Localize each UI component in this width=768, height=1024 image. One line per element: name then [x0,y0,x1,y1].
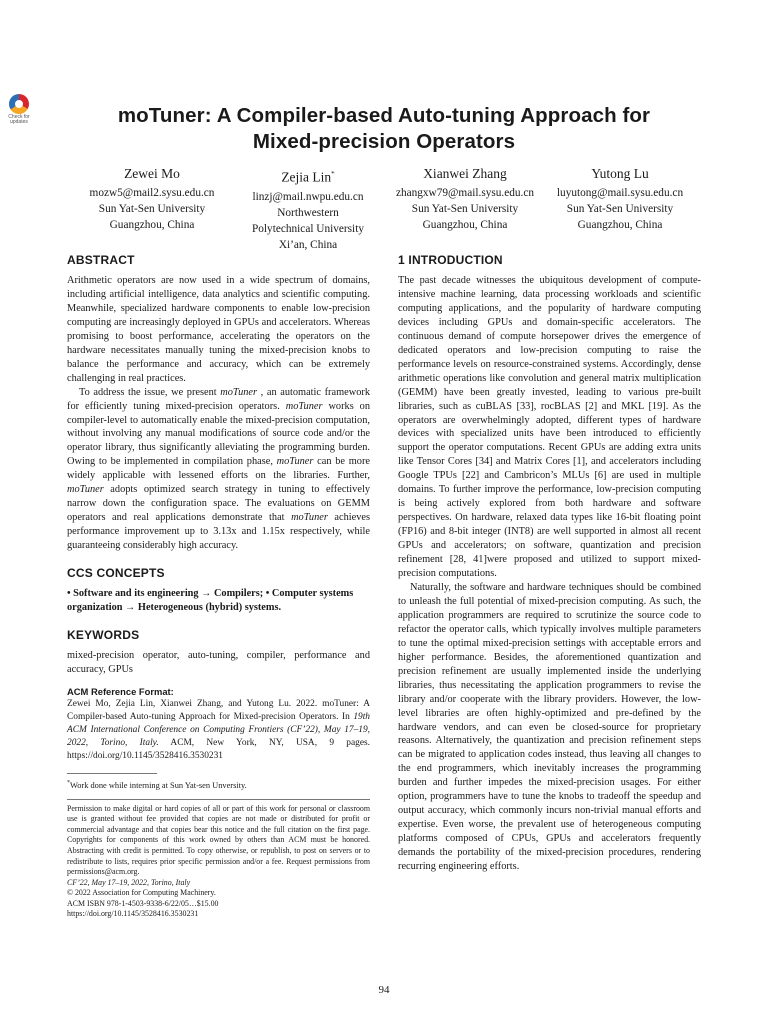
author-block [545,165,695,233]
permission-notice: Permission to make digital or hard copies of all or part of this work for personal or classroom use is granted without fee provided that copies are not made or distributed for profit or commercial advantage and that copies bear this notice and the full citation on the first page. Copyrights for components of this work owned by others than ACM must be honored. Abstracting with credit is permitted. To copy otherwise, or republish, to post on servers or to redistribute to lists, requires prior specific permission and/or a fee. Request permissions from permissions@acm.org. [67,803,370,877]
author-block [390,165,540,233]
footnote: *Work done while interning at Sun Yat-sen Unversity. [67,779,247,790]
title-line-1: moTuner: A Compiler-based Auto-tuning Approach for [117,104,651,127]
keywords-heading: KEYWORDS [67,628,140,643]
doi-link[interactable]: https://doi.org/10.1145/3528416.3530231 [67,909,199,919]
author-email: zhangxw79@mail.sysu.edu.cn [395,187,535,199]
check-for-updates-badge[interactable] [4,94,34,126]
author-affiliation: Sun Yat-Sen University [98,203,206,215]
abstract-paragraph: Arithmetic operators are now used in a wide spectrum of domains, including artificial intelligence, data analytics and scientific computing. Meanwhile, specialized hardware components to enable low-precision computing are increasingly deployed in GPUs and accelerators. Whereas promising to boost performance, accelerating the operators on the hardware necessitates manually tuning the mixed-precision knobs to balance the performance and accuracy, which can be extremely challenging in real practices. [67,275,370,384]
left-column [67,252,370,920]
acm-reference-heading: ACM Reference Format: [67,685,174,697]
author-location: Guangzhou, China [109,219,195,231]
author-email: linzj@mail.nwpu.edu.cn [252,190,364,203]
isbn-line: ACM ISBN 978-1-4503-9338-6/22/05…$15.00 [67,898,219,908]
introduction-heading: 1 INTRODUCTION [398,253,503,267]
ccs-heading: CCS CONCEPTS [67,566,165,581]
footnote-mark: * [331,170,335,178]
author-affiliation: Northwestern [277,206,339,219]
author-name: Zejia Lin* [281,169,335,185]
intro-paragraph: Naturally, the software and hardware techniques should be combined to unleash the full potential of mixed-precision computing. As such, the application programmers are required to scrutinize the source code to refactor the operator calls, which typically involves multiple parameters to tune the optimal mixed-precision settings with acceptable errors and higher performance. Besides, the aforementioned quantization and precision refinement are usually implemented inside the underlying libraries, thus necessitating the application programmers to revise the library and/or cooperate with the library providers. However, the low-level libraries are often highly-optimized and pre-defined by the hardware vendors, and can even be closed-source for proprietary reasons. Alternatively, the quantization and precision refinement steps can be migrated to application codes instead, thus leaving all changes to the end programmers, which inevitably increases the programming burden and further impedes the mixed-precision usages. For either option, programmers have to tune the knobs to tradeoff the speedup and output accuracy, which commonly incurs non-trivial manual efforts and expertise. Even worse, the prevalent use of heterogeneous computing platforms composed of CPUs, GPUs and accelerators frequently demands the portability of the mixed-precision procedures, rendering recurring engineering efforts. [398,581,701,873]
author-affiliation: Sun Yat-Sen University [566,203,674,215]
ccs-concepts: • Software and its engineering → Compilers; • Computer systems organization → Heterogeneous (hybrid) systems. [67,588,354,614]
right-column [398,252,701,874]
author-location: Xi’an, China [278,238,338,251]
intro-paragraph: The past decade witnesses the ubiquitous development of compute-intensive machine learning, data processing workloads and scientific computing applications, and the popularity of hardware computing devices including GPUs and domain-specific accelerators. The continuous demand of compute horsepower drives the emergence of dedicated operators and low-precision computing to raise the performance levels on resource-constrained systems. Accordingly, dense arithmetic operations like convolution and general matrix multiplication (GEMM) have been greatly invested, leading to various pre-built libraries, such as cuBLAS [33], rocBLAS [2] and MKL [19]. As the operators are overwhelmingly adopted, different types of hardware devices with specialized units have been introduced to efficiently support the operator computations. Recent GPUs are adding extra units like Tensor Cores [34] and Matrix Cores [1], and accelerators including Google TPUs [22] and Cambricon’s MLUs [6] are used in multiple domains. To further improve the performance, low-precision computing is being actively explored from both hardware and software perspectives. On hardware, relaxed data types like 16-bit floating point (FP16) and 8-bit integer (INT8) are well supported in almost all recent GPUs and accelerators; on software, quantization and precision refinement [28, 41]were proposed and utilized to support mixed-precision computations. [398,275,701,580]
crossmark-icon [9,94,29,114]
abstract-paragraph: To address the issue, we present moTuner , an automatic framework for efficiently tuning mixed-precision operators. moTuner works on compiler-level to automatically enable the mixed-precision computation, without involving any manual modifications of source code and/or the operator library, thus significantly alleviating the programming burden. Owing to be implemented in compilation phase, moTuner can be more widely applicable with lessened efforts on the libraries. Further, moTuner adopts optimized search strategy in tuning to effectively narrow down the configuration space. The evaluations on GEMM operators and real applications demonstrate that moTuner achieves performance improvement up to 3.13x and 1.15x respectively, while guaranteeing considerably high accuracy. [67,386,370,552]
author-name: Yutong Lu [591,166,649,181]
author-block [238,165,378,253]
author-email: luyutong@mail.sysu.edu.cn [556,187,684,199]
author-block [82,165,222,233]
author-affiliation: Sun Yat-Sen University [411,203,519,215]
author-email: mozw5@mail2.sysu.edu.cn [89,187,215,199]
author-name: Zewei Mo [124,166,180,181]
permission-divider [67,799,370,800]
page-number: 94 [378,984,390,996]
paper-title [60,103,708,155]
copyright-line: © 2022 Association for Computing Machinery. [67,888,216,898]
badge-label: Check for updates [8,114,30,125]
author-location: Guangzhou, China [577,219,663,231]
acm-reference-text: Zewei Mo, Zejia Lin, Xianwei Zhang, and Yutong Lu. 2022. moTuner: A Compiler-based Auto-tuning Approach for Mixed-precision Operators. In 19th ACM International Conference on Computing Frontiers (CF’22), May 17–19, 2022, Torino, Italy. ACM, New York, NY, USA, 9 pages. https://doi.org/10.1145/3528416.3530231 [67,698,370,761]
abstract-heading: ABSTRACT [67,253,135,267]
keywords-list: mixed-precision operator, auto-tuning, compiler, performance and accuracy, GPUs [67,650,370,676]
title-line-2: Mixed-precision Operators [252,130,516,153]
author-name: Xianwei Zhang [423,166,507,181]
footnote-divider [67,773,157,774]
author-affiliation: Polytechnical University [251,222,364,235]
author-location: Guangzhou, China [422,219,508,231]
venue-line: CF’22, May 17–19, 2022, Torino, Italy [67,877,191,887]
